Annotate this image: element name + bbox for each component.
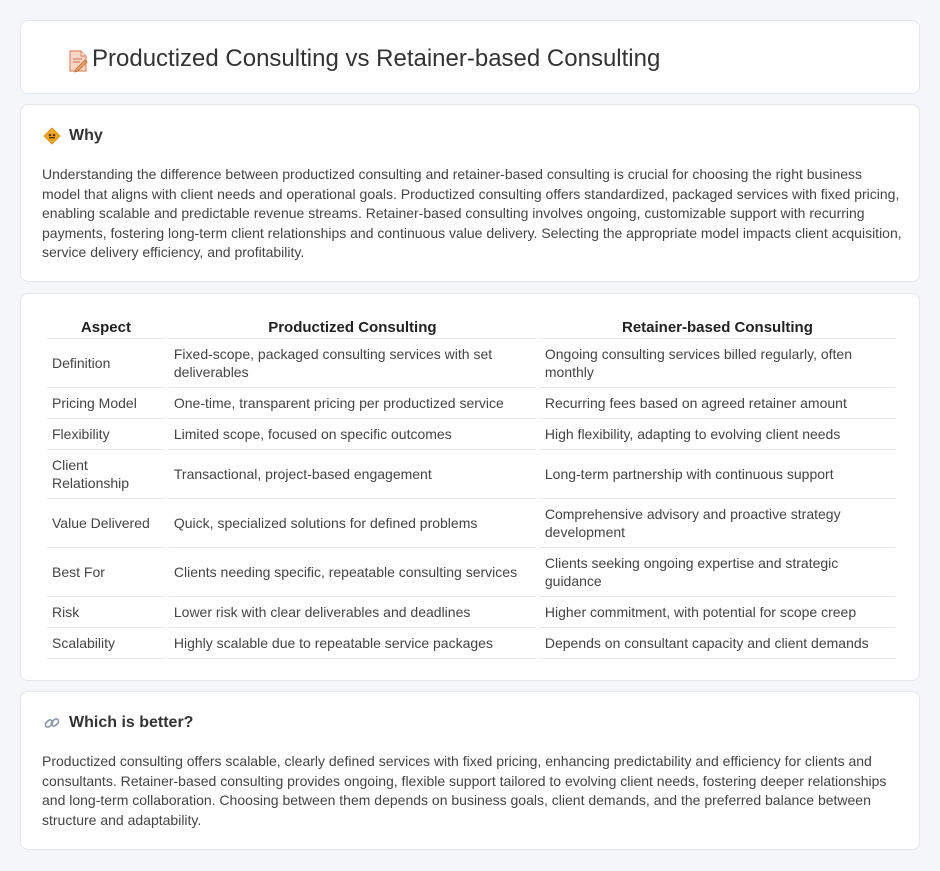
table-row: [47, 628, 895, 659]
column-header: Aspect: [47, 315, 165, 339]
title-card: [20, 20, 920, 94]
which-better-section: [20, 691, 920, 850]
retainer-cell: Higher commitment, with potential for scope creep: [540, 597, 895, 628]
document-pencil-icon: [65, 48, 91, 74]
table-row: [47, 419, 895, 450]
productized-cell: Limited scope, focused on specific outcomes: [169, 419, 536, 450]
which-better-title: Which is better?: [69, 714, 194, 731]
which-better-text: Productized consulting offers scalable, clearly defined services with fixed pricing, enhancing predictability and efficiency for clients and consultants. Retainer-based consulting provides ongoing, flexible support tailored to evolving client needs, fostering deeper relationships and long-term collaboration. Choosing between them depends on business goals, client demands, and the preferred balance between structure and adaptability.: [42, 753, 887, 828]
page-title: Productized Consulting vs Retainer-based Consulting: [92, 45, 661, 72]
retainer-cell: Comprehensive advisory and proactive strategy development: [540, 499, 895, 548]
road-sign-icon: [43, 127, 61, 145]
retainer-cell: Recurring fees based on agreed retainer amount: [540, 388, 895, 419]
retainer-cell: Clients seeking ongoing expertise and strategic guidance: [540, 548, 895, 597]
aspect-cell: Risk: [47, 597, 165, 628]
retainer-cell: High flexibility, adapting to evolving client needs: [540, 419, 895, 450]
which-better-heading: [43, 714, 193, 732]
aspect-cell: Best For: [47, 548, 165, 597]
comparison-table: [43, 315, 899, 659]
retainer-cell: Ongoing consulting services billed regularly, often monthly: [540, 339, 895, 388]
table-header-row: [47, 315, 895, 339]
column-header: Productized Consulting: [169, 315, 536, 339]
why-title: Why: [69, 127, 103, 144]
why-heading: [43, 127, 103, 145]
column-header: Retainer-based Consulting: [540, 315, 895, 339]
table-row: [47, 499, 895, 548]
productized-cell: Quick, specialized solutions for defined problems: [169, 499, 536, 548]
retainer-cell: Long-term partnership with continuous support: [540, 450, 895, 499]
link-icon: [43, 714, 61, 732]
why-text: Understanding the difference between productized consulting and retainer-based consulting is crucial for choosing the right business model that aligns with client needs and operational goals. Productized consulting offers standardized, packaged services with fixed pricing, enabling scalable and predictable revenue streams. Retainer-based consulting involves ongoing, customizable support with recurring payments, fostering long-term client relationships and continuous value delivery. Selecting the appropriate model impacts client acquisition, service delivery efficiency, and profitability.: [42, 166, 902, 260]
table-row: [47, 450, 895, 499]
productized-cell: Fixed-scope, packaged consulting services with set deliverables: [169, 339, 536, 388]
aspect-cell: Client Relationship: [47, 450, 165, 499]
table-row: [47, 339, 895, 388]
productized-cell: Lower risk with clear deliverables and deadlines: [169, 597, 536, 628]
why-section: [20, 104, 920, 282]
aspect-cell: Value Delivered: [47, 499, 165, 548]
aspect-cell: Pricing Model: [47, 388, 165, 419]
aspect-cell: Flexibility: [47, 419, 165, 450]
productized-cell: One-time, transparent pricing per productized service: [169, 388, 536, 419]
productized-cell: Highly scalable due to repeatable service packages: [169, 628, 536, 659]
retainer-cell: Depends on consultant capacity and client demands: [540, 628, 895, 659]
aspect-cell: Scalability: [47, 628, 165, 659]
table-row: [47, 597, 895, 628]
productized-cell: Clients needing specific, repeatable consulting services: [169, 548, 536, 597]
table-row: [47, 548, 895, 597]
comparison-section: [20, 293, 920, 681]
table-row: [47, 388, 895, 419]
productized-cell: Transactional, project-based engagement: [169, 450, 536, 499]
aspect-cell: Definition: [47, 339, 165, 388]
